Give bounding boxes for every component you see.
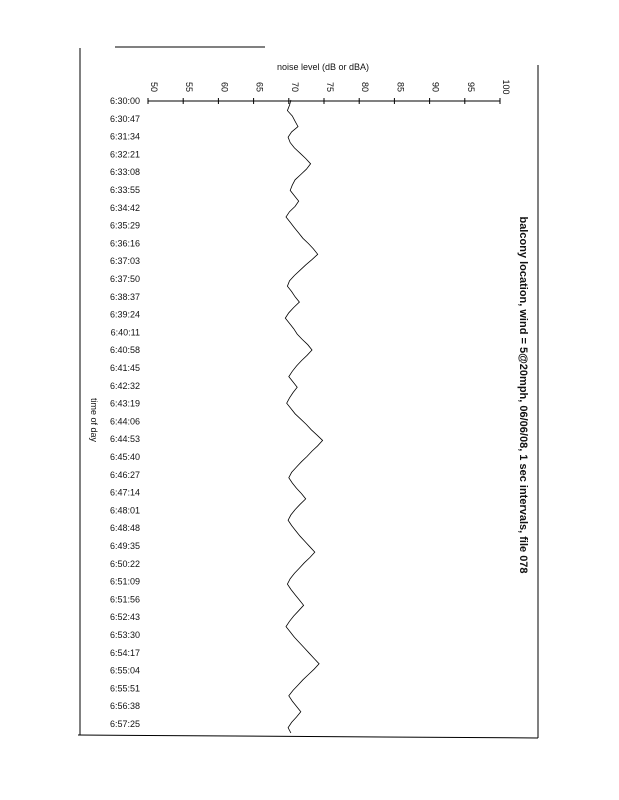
y-axis-ticks [78,47,538,738]
x-tick-label: 6:31:34 [109,131,140,142]
x-tick-label: 6:55:04 [109,665,140,676]
frame-bottom-line [78,735,538,738]
x-tick-label: 6:40:11 [110,327,140,338]
x-tick-label: 6:50:22 [109,558,140,569]
x-tick-label: 6:36:16 [109,238,140,249]
x-tick-label: 6:35:29 [109,220,140,231]
y-tick-label: 75 [325,81,335,93]
series-layer [285,100,322,733]
x-tick-label: 6:39:24 [109,309,140,320]
y-tick-label: 100 [501,79,511,95]
y-tick-label: 80 [360,81,371,93]
x-tick-label: 6:54:17 [109,647,140,658]
x-tick-label: 6:33:55 [109,185,140,195]
y-tick-label: 95 [465,81,476,93]
chart-title: balcony location, wind = 5@20mph, 06/06/08, 1 sec intervals, file 078 [517,216,529,574]
x-tick-label: 6:44:06 [109,416,140,427]
x-tick-label: 6:51:56 [109,594,140,605]
x-tick-label: 6:43:19 [109,398,140,409]
x-axis-tick-labels [110,96,140,729]
y-tick-label: 65 [254,81,265,93]
x-tick-label: 6:37:03 [109,256,140,267]
x-tick-label: 6:38:37 [109,291,140,302]
x-tick-label: 6:30:47 [109,113,140,124]
y-tick-label: 85 [395,81,406,93]
x-tick-label: 6:48:01 [109,505,140,516]
x-tick-label: 6:57:25 [109,719,140,729]
y-tick-label: 55 [184,81,195,93]
y-tick-label: 90 [430,81,441,93]
x-tick-label: 6:52:43 [109,612,140,623]
y-tick-label: 50 [149,81,159,93]
x-tick-label: 6:32:21 [109,149,140,160]
x-tick-label: 6:49:35 [109,541,140,551]
x-tick-label: 6:51:09 [109,576,140,587]
x-tick-label: 6:53:30 [109,630,140,640]
x-tick-label: 6:37:50 [109,274,140,284]
x-tick-label: 6:34:42 [109,202,140,213]
y-axis-title: noise level (dB or dBA) [276,62,370,72]
y-tick-label: 60 [219,81,230,93]
x-tick-label: 6:42:32 [109,380,140,391]
x-axis-title: time of day [89,397,99,443]
x-tick-label: 6:33:08 [109,167,140,178]
x-tick-label: 6:56:38 [109,701,140,712]
x-tick-label: 6:45:40 [109,452,140,462]
x-tick-label: 6:48:48 [109,523,140,534]
x-tick-label: 6:46:27 [109,469,140,480]
x-tick-label: 6:47:14 [109,487,140,498]
x-tick-label: 6:55:51 [109,683,140,694]
y-tick-label: 70 [289,81,300,93]
x-tick-label: 6:40:58 [109,345,140,356]
series-line [285,100,322,733]
x-tick-label: 6:30:00 [109,96,140,106]
x-tick-label: 6:41:45 [109,363,140,373]
x-tick-label: 6:44:53 [109,434,140,445]
